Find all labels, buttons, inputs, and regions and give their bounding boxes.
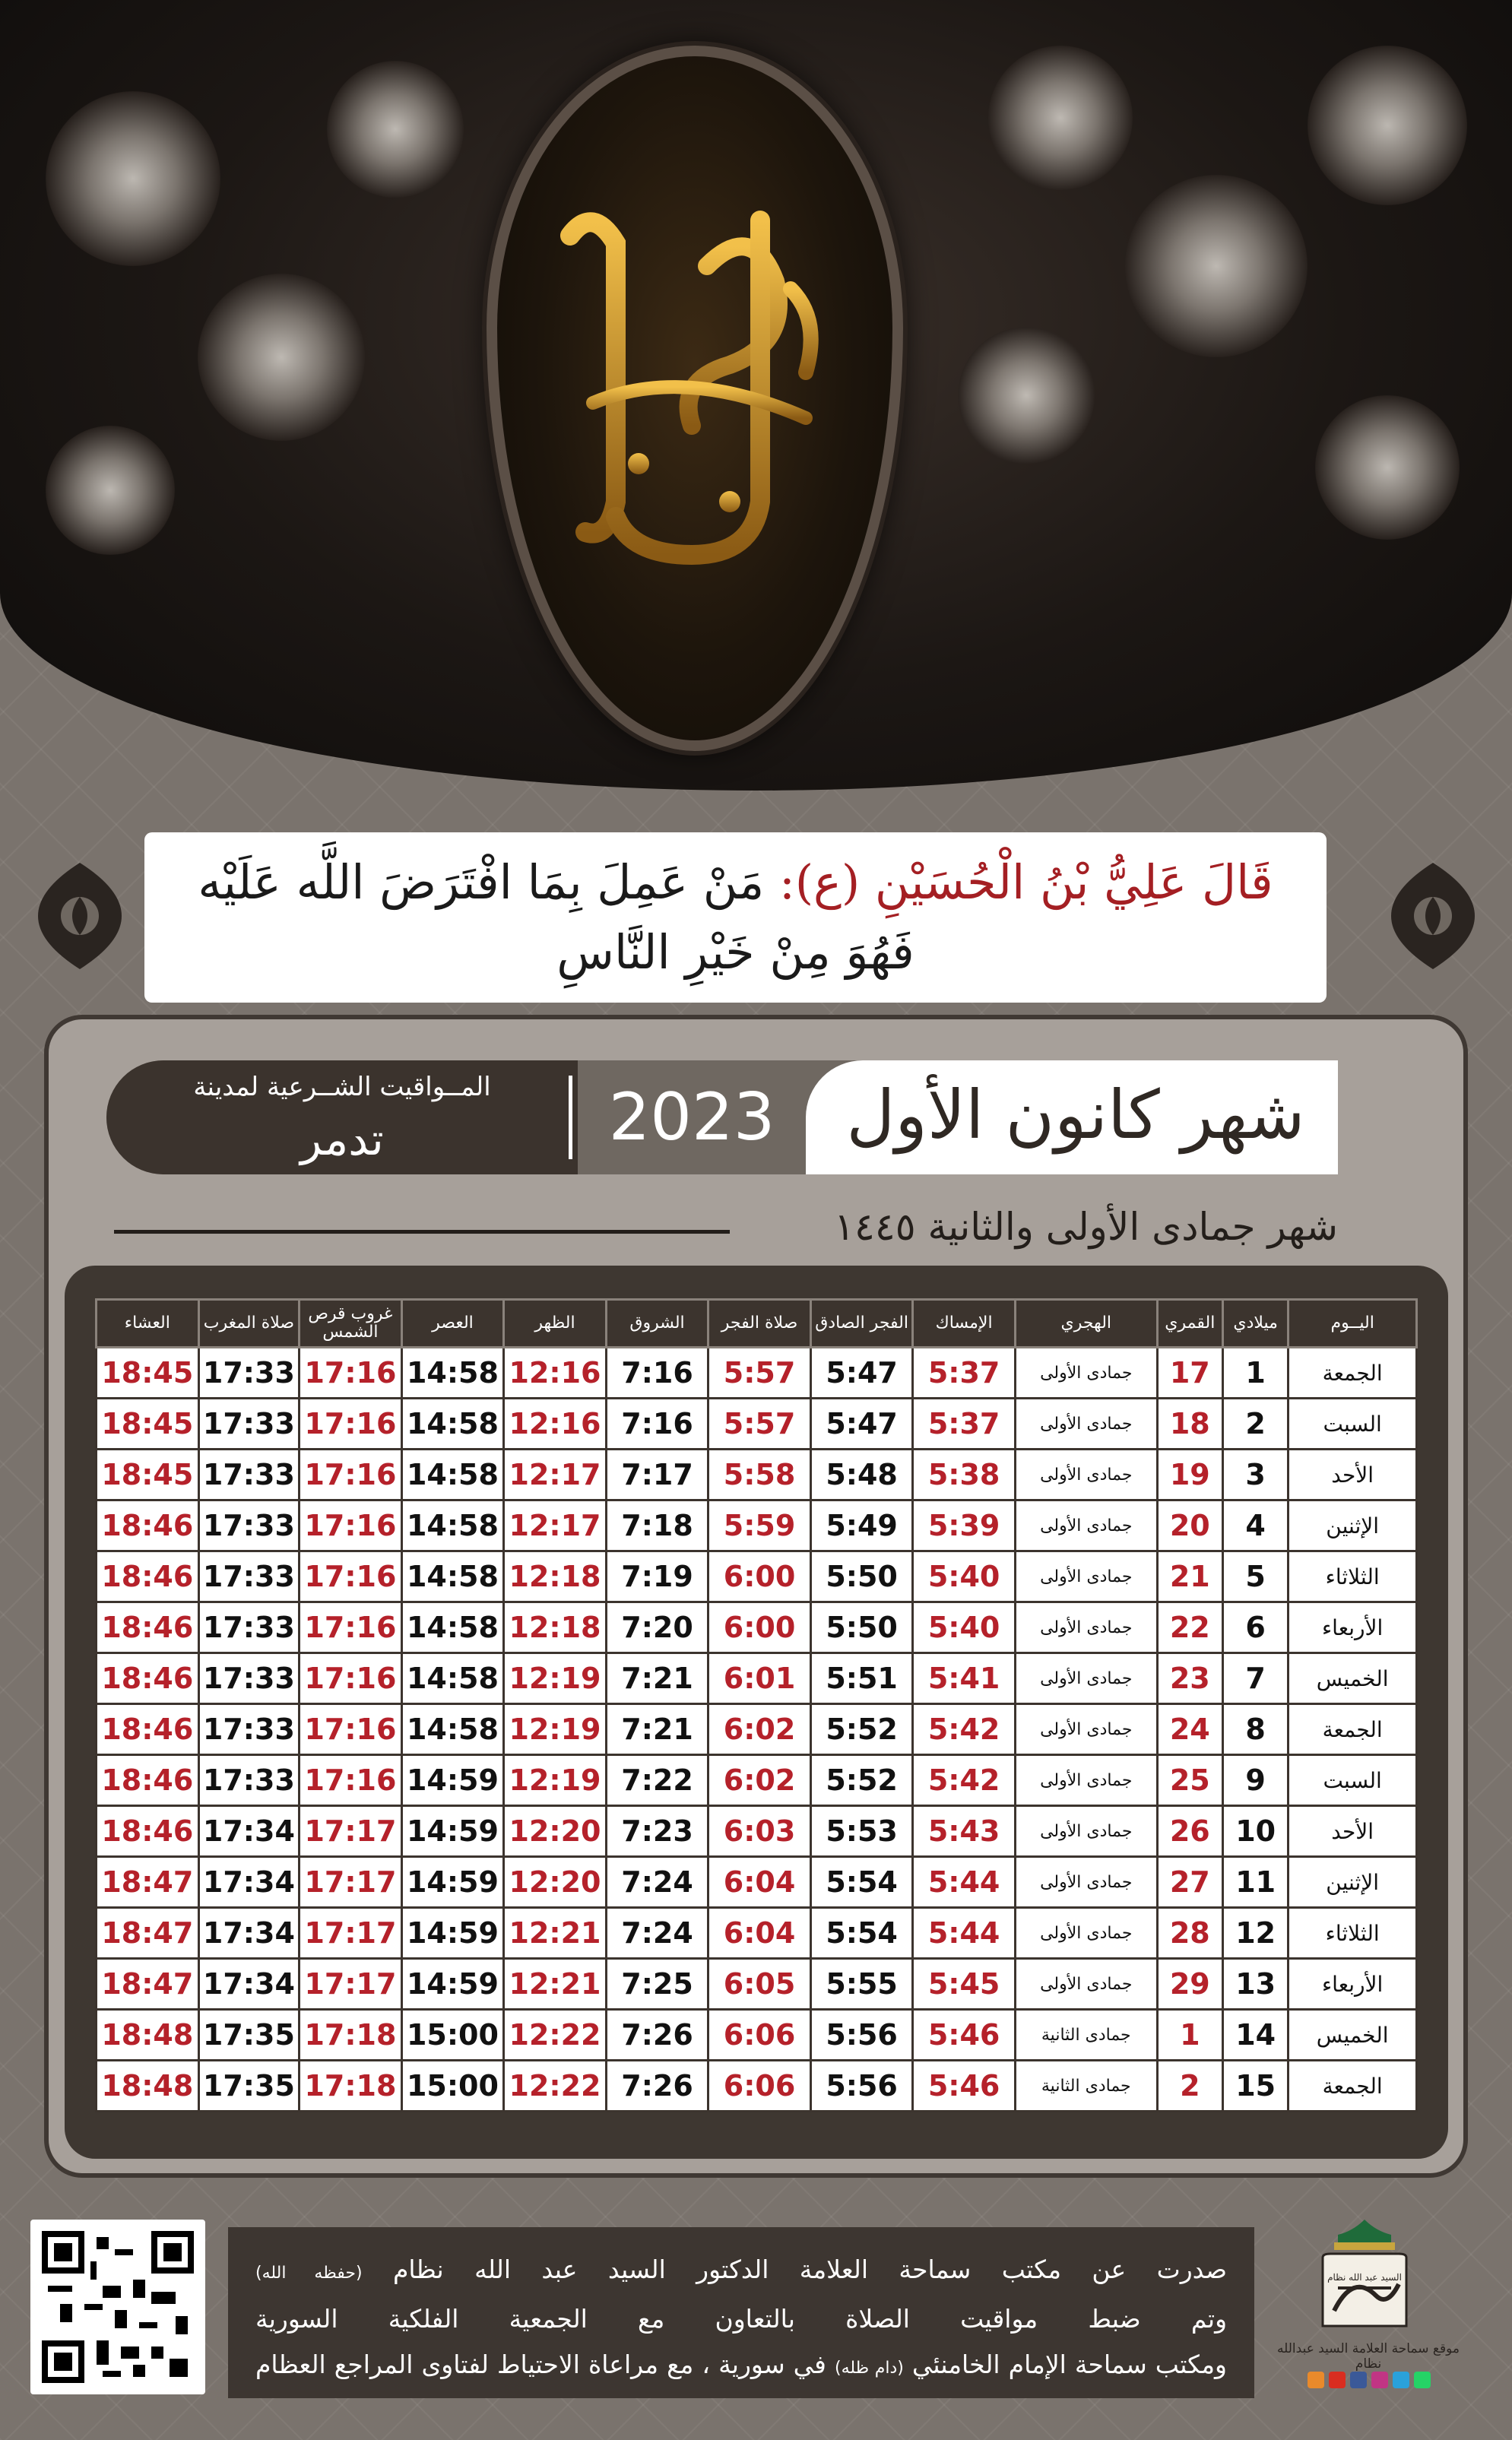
sunset-time-cell: 17:16 [300, 1348, 402, 1399]
lunar-day-cell: 27 [1157, 1857, 1222, 1908]
hijri-underline [114, 1230, 730, 1234]
table-row [97, 1704, 1417, 1755]
hijri-month-cell: جمادى الأولى [1015, 1602, 1157, 1653]
fajr-time-cell: 6:04 [708, 1857, 811, 1908]
facebook-icon[interactable] [1350, 2372, 1367, 2388]
dhuhr-time-cell: 12:16 [504, 1399, 607, 1450]
asr-time-cell: 15:00 [401, 2061, 504, 2112]
flower-ornament [327, 61, 464, 198]
fajr-time-cell: 6:05 [708, 1959, 811, 2010]
imsak-time-cell: 5:42 [913, 1704, 1016, 1755]
isha-time-cell: 18:46 [97, 1806, 199, 1857]
gregorian-day-cell: 10 [1222, 1806, 1288, 1857]
true-dawn-time-cell: 5:49 [810, 1500, 913, 1551]
lunar-day-cell: 18 [1157, 1399, 1222, 1450]
day-cell: الجمعة [1289, 1348, 1417, 1399]
sunset-time-cell: 17:17 [300, 1908, 402, 1959]
month-title: شهر كانون الأول [846, 1076, 1305, 1154]
table-row [97, 1399, 1417, 1450]
asr-time-cell: 14:59 [401, 1755, 504, 1806]
sunset-time-cell: 17:16 [300, 1704, 402, 1755]
day-cell: الثلاثاء [1289, 1908, 1417, 1959]
hijri-month-cell: جمادى الأولى [1015, 1450, 1157, 1500]
sunset-time-cell: 17:16 [300, 1450, 402, 1500]
title-divider [569, 1076, 572, 1159]
true-dawn-time-cell: 5:53 [810, 1806, 913, 1857]
flower-ornament [1125, 175, 1308, 357]
telegram-icon[interactable] [1393, 2372, 1409, 2388]
lunar-day-cell: 20 [1157, 1500, 1222, 1551]
sunrise-time-cell: 7:18 [606, 1500, 708, 1551]
imsak-time-cell: 5:39 [913, 1500, 1016, 1551]
asr-time-cell: 14:58 [401, 1653, 504, 1704]
lunar-day-cell: 22 [1157, 1602, 1222, 1653]
gregorian-day-cell: 6 [1222, 1602, 1288, 1653]
asr-time-cell: 14:59 [401, 1908, 504, 1959]
arabesque-ornament-icon [30, 859, 129, 973]
lunar-day-cell: 2 [1157, 2061, 1222, 2112]
maghrib-time-cell: 17:33 [198, 1500, 300, 1551]
hijri-month-cell: جمادى الأولى [1015, 1755, 1157, 1806]
col-header-fajr-prayer: صلاة الفجر [708, 1300, 811, 1348]
col-header-dhuhr: الظهر [504, 1300, 607, 1348]
true-dawn-time-cell: 5:54 [810, 1908, 913, 1959]
lunar-day-cell: 25 [1157, 1755, 1222, 1806]
sunrise-time-cell: 7:21 [606, 1653, 708, 1704]
dhuhr-time-cell: 12:21 [504, 1959, 607, 2010]
qr-code[interactable] [30, 2220, 205, 2394]
imsak-time-cell: 5:43 [913, 1806, 1016, 1857]
table-row [97, 1806, 1417, 1857]
city-name: تدمر [300, 1114, 384, 1165]
imsak-time-cell: 5:45 [913, 1959, 1016, 2010]
day-cell: الأحد [1289, 1806, 1417, 1857]
maghrib-time-cell: 17:33 [198, 1348, 300, 1399]
true-dawn-time-cell: 5:52 [810, 1704, 913, 1755]
table-row [97, 1755, 1417, 1806]
gregorian-day-cell: 7 [1222, 1653, 1288, 1704]
sunrise-time-cell: 7:26 [606, 2061, 708, 2112]
dhuhr-time-cell: 12:19 [504, 1653, 607, 1704]
day-cell: الثلاثاء [1289, 1551, 1417, 1602]
footer-line-3a-text: ومكتب سماحة الإمام الخامنئي [911, 2350, 1227, 2379]
footer-line-1-text: صدرت عن مكتب سماحة العلامة الدكتور السيد عبد الله نظام [393, 2255, 1227, 2284]
imsak-time-cell: 5:37 [913, 1348, 1016, 1399]
col-header-true-dawn: الفجر الصادق [810, 1300, 913, 1348]
col-header-gregorian: ميلادي [1222, 1300, 1288, 1348]
col-header-isha: العشاء [97, 1300, 199, 1348]
true-dawn-time-cell: 5:56 [810, 2061, 913, 2112]
sunset-time-cell: 17:16 [300, 1551, 402, 1602]
dhuhr-time-cell: 12:20 [504, 1857, 607, 1908]
day-cell: الجمعة [1289, 2061, 1417, 2112]
hijri-month-cell: جمادى الأولى [1015, 1399, 1157, 1450]
true-dawn-time-cell: 5:50 [810, 1602, 913, 1653]
flower-ornament [46, 426, 175, 555]
flower-ornament [1315, 395, 1460, 540]
imsak-time-cell: 5:41 [913, 1653, 1016, 1704]
sunrise-time-cell: 7:24 [606, 1908, 708, 1959]
true-dawn-time-cell: 5:55 [810, 1959, 913, 2010]
sunrise-time-cell: 7:16 [606, 1348, 708, 1399]
quote-attribution: قَالَ عَلِيُّ بْنُ الْحُسَيْنِ (ع): [778, 854, 1273, 910]
sunset-time-cell: 17:16 [300, 1653, 402, 1704]
table-header-row [97, 1300, 1417, 1348]
maghrib-time-cell: 17:34 [198, 1959, 300, 2010]
maghrib-time-cell: 17:33 [198, 1704, 300, 1755]
footer-line-1-note: (حفظه الله) [255, 2264, 363, 2283]
lunar-day-cell: 17 [1157, 1348, 1222, 1399]
maghrib-time-cell: 17:33 [198, 1551, 300, 1602]
fajr-time-cell: 6:06 [708, 2010, 811, 2061]
footer-line-3-note: (دام ظله) [835, 2359, 904, 2378]
sunset-time-cell: 17:18 [300, 2061, 402, 2112]
true-dawn-time-cell: 5:56 [810, 2010, 913, 2061]
hijri-month-cell: جمادى الأولى [1015, 1704, 1157, 1755]
prayer-times-table [95, 1298, 1418, 2112]
flower-ornament [958, 327, 1095, 464]
true-dawn-time-cell: 5:51 [810, 1653, 913, 1704]
day-cell: الإثنين [1289, 1857, 1417, 1908]
footer-line-2: وتم ضبط مواقيت الصلاة بالتعاون مع الجمعية الفلكية السورية [255, 2304, 1227, 2334]
maghrib-time-cell: 17:35 [198, 2061, 300, 2112]
col-header-lunar: القمري [1157, 1300, 1222, 1348]
footer-credits [228, 2227, 1254, 2398]
social-icons [1308, 2372, 1444, 2394]
flower-ornament [46, 91, 220, 266]
calligraphy-art [502, 175, 867, 629]
sunset-time-cell: 17:16 [300, 1602, 402, 1653]
asr-time-cell: 14:58 [401, 1399, 504, 1450]
flower-ornament [198, 274, 365, 441]
maghrib-time-cell: 17:35 [198, 2010, 300, 2061]
isha-time-cell: 18:46 [97, 1653, 199, 1704]
lunar-day-cell: 23 [1157, 1653, 1222, 1704]
lunar-day-cell: 24 [1157, 1704, 1222, 1755]
day-cell: الخميس [1289, 2010, 1417, 2061]
sunset-time-cell: 17:16 [300, 1399, 402, 1450]
gregorian-day-cell: 4 [1222, 1500, 1288, 1551]
gregorian-day-cell: 3 [1222, 1450, 1288, 1500]
isha-time-cell: 18:46 [97, 1704, 199, 1755]
fajr-time-cell: 6:04 [708, 1908, 811, 1959]
imsak-time-cell: 5:44 [913, 1857, 1016, 1908]
hadith-quote [175, 848, 1296, 987]
gregorian-day-cell: 13 [1222, 1959, 1288, 2010]
lunar-day-cell: 1 [1157, 2010, 1222, 2061]
table-row [97, 1857, 1417, 1908]
isha-time-cell: 18:45 [97, 1450, 199, 1500]
lunar-day-cell: 29 [1157, 1959, 1222, 2010]
imsak-time-cell: 5:37 [913, 1399, 1016, 1450]
footer-line-3b-text: في سورية ، مع مراعاة الاحتياط لفتاوى المراجع العظام [255, 2350, 826, 2379]
col-header-imsak: الإمساك [913, 1300, 1016, 1348]
col-header-hijri: الهجري [1015, 1300, 1157, 1348]
true-dawn-time-cell: 5:47 [810, 1348, 913, 1399]
dhuhr-time-cell: 12:19 [504, 1755, 607, 1806]
qr-code-icon [42, 2231, 194, 2383]
gregorian-day-cell: 14 [1222, 2010, 1288, 2061]
col-header-maghrib: صلاة المغرب [198, 1300, 300, 1348]
hijri-month-title: شهر جمادى الأولى والثانية ١٤٤٥ [834, 1205, 1338, 1249]
imsak-time-cell: 5:40 [913, 1602, 1016, 1653]
organization-logo-icon [1308, 2212, 1422, 2341]
hijri-month-cell: جمادى الأولى [1015, 1857, 1157, 1908]
sunrise-time-cell: 7:16 [606, 1399, 708, 1450]
sunset-time-cell: 17:16 [300, 1500, 402, 1551]
gregorian-day-cell: 12 [1222, 1908, 1288, 1959]
table-row [97, 1500, 1417, 1551]
asr-time-cell: 14:59 [401, 1959, 504, 2010]
table-row [97, 1551, 1417, 1602]
table-row [97, 1450, 1417, 1500]
imsak-time-cell: 5:38 [913, 1450, 1016, 1500]
fajr-time-cell: 6:00 [708, 1551, 811, 1602]
fajr-time-cell: 5:59 [708, 1500, 811, 1551]
sunrise-time-cell: 7:17 [606, 1450, 708, 1500]
true-dawn-time-cell: 5:47 [810, 1399, 913, 1450]
day-cell: الأحد [1289, 1450, 1417, 1500]
sunrise-time-cell: 7:22 [606, 1755, 708, 1806]
logo-calligraphy: السيد عبد الله نظام [1327, 2272, 1402, 2283]
hijri-month-cell: جمادى الأولى [1015, 1348, 1157, 1399]
isha-time-cell: 18:45 [97, 1348, 199, 1399]
lunar-day-cell: 21 [1157, 1551, 1222, 1602]
sunrise-time-cell: 7:25 [606, 1959, 708, 2010]
dhuhr-time-cell: 12:17 [504, 1450, 607, 1500]
quote-line-2: فَهُوَ مِنْ خَيْرِ النَّاسِ [556, 924, 914, 980]
asr-time-cell: 15:00 [401, 2010, 504, 2061]
sunset-time-cell: 17:17 [300, 1959, 402, 2010]
isha-time-cell: 18:46 [97, 1602, 199, 1653]
isha-time-cell: 18:48 [97, 2061, 199, 2112]
instagram-icon[interactable] [1371, 2372, 1388, 2388]
fajr-time-cell: 6:06 [708, 2061, 811, 2112]
true-dawn-time-cell: 5:50 [810, 1551, 913, 1602]
asr-time-cell: 14:58 [401, 1450, 504, 1500]
table-row [97, 1908, 1417, 1959]
dhuhr-time-cell: 12:19 [504, 1704, 607, 1755]
col-header-sunrise: الشروق [606, 1300, 708, 1348]
city-label: المــواقيت الشــرعية لمدينة [193, 1072, 491, 1102]
arabesque-ornament-icon [1384, 859, 1482, 973]
col-header-asr: العصر [401, 1300, 504, 1348]
gregorian-day-cell: 11 [1222, 1857, 1288, 1908]
true-dawn-time-cell: 5:54 [810, 1857, 913, 1908]
maghrib-time-cell: 17:34 [198, 1857, 300, 1908]
fajr-time-cell: 6:01 [708, 1653, 811, 1704]
isha-time-cell: 18:47 [97, 1908, 199, 1959]
hijri-month-cell: جمادى الأولى [1015, 1551, 1157, 1602]
asr-time-cell: 14:58 [401, 1602, 504, 1653]
table-row [97, 1348, 1417, 1399]
fajr-time-cell: 5:57 [708, 1399, 811, 1450]
col-header-sunset: غروب قرص الشمس [300, 1300, 402, 1348]
fajr-time-cell: 6:02 [708, 1755, 811, 1806]
hijri-month-cell: جمادى الأولى [1015, 1908, 1157, 1959]
sunset-time-cell: 17:16 [300, 1755, 402, 1806]
dhuhr-time-cell: 12:16 [504, 1348, 607, 1399]
imsak-time-cell: 5:42 [913, 1755, 1016, 1806]
table-row [97, 1653, 1417, 1704]
isha-time-cell: 18:48 [97, 2010, 199, 2061]
footer-line-3 [255, 2342, 1227, 2391]
imsak-time-cell: 5:44 [913, 1908, 1016, 1959]
fajr-time-cell: 5:58 [708, 1450, 811, 1500]
asr-time-cell: 14:59 [401, 1806, 504, 1857]
isha-time-cell: 18:45 [97, 1399, 199, 1450]
quote-box [144, 832, 1327, 1003]
day-cell: السبت [1289, 1755, 1417, 1806]
gregorian-day-cell: 15 [1222, 2061, 1288, 2112]
lunar-day-cell: 28 [1157, 1908, 1222, 1959]
imsak-time-cell: 5:46 [913, 2010, 1016, 2061]
hijri-month-cell: جمادى الأولى [1015, 1959, 1157, 2010]
day-cell: الأربعاء [1289, 1602, 1417, 1653]
gregorian-day-cell: 1 [1222, 1348, 1288, 1399]
day-cell: الأربعاء [1289, 1959, 1417, 2010]
isha-time-cell: 18:46 [97, 1551, 199, 1602]
maghrib-time-cell: 17:33 [198, 1653, 300, 1704]
table-row [97, 2061, 1417, 2112]
footer-line-1 [255, 2247, 1227, 2296]
day-cell: الإثنين [1289, 1500, 1417, 1551]
isha-time-cell: 18:47 [97, 1959, 199, 2010]
sunset-time-cell: 17:18 [300, 2010, 402, 2061]
whatsapp-icon[interactable] [1414, 2372, 1431, 2388]
table-row [97, 1959, 1417, 2010]
imsak-time-cell: 5:46 [913, 2061, 1016, 2112]
maghrib-time-cell: 17:34 [198, 1806, 300, 1857]
table-row [97, 1602, 1417, 1653]
dhuhr-time-cell: 12:21 [504, 1908, 607, 1959]
hijri-month-cell: جمادى الأولى [1015, 1806, 1157, 1857]
true-dawn-time-cell: 5:52 [810, 1755, 913, 1806]
gregorian-day-cell: 5 [1222, 1551, 1288, 1602]
flower-ornament [988, 46, 1133, 190]
isha-time-cell: 18:46 [97, 1755, 199, 1806]
hijri-month-cell: جمادى الأولى [1015, 1500, 1157, 1551]
youtube-icon[interactable] [1329, 2372, 1346, 2388]
fatima-calligraphy-icon [502, 175, 867, 600]
dhuhr-time-cell: 12:20 [504, 1806, 607, 1857]
table-row [97, 2010, 1417, 2061]
lunar-day-cell: 19 [1157, 1450, 1222, 1500]
isha-time-cell: 18:47 [97, 1857, 199, 1908]
gregorian-day-cell: 8 [1222, 1704, 1288, 1755]
hijri-month-cell: جمادى الثانية [1015, 2061, 1157, 2112]
maghrib-time-cell: 17:33 [198, 1602, 300, 1653]
sunrise-time-cell: 7:21 [606, 1704, 708, 1755]
isha-time-cell: 18:46 [97, 1500, 199, 1551]
maghrib-time-cell: 17:33 [198, 1755, 300, 1806]
fajr-time-cell: 6:02 [708, 1704, 811, 1755]
rss-icon[interactable] [1308, 2372, 1324, 2388]
gregorian-day-cell: 9 [1222, 1755, 1288, 1806]
dhuhr-time-cell: 12:18 [504, 1551, 607, 1602]
col-header-day: اليــوم [1289, 1300, 1417, 1348]
dhuhr-time-cell: 12:17 [504, 1500, 607, 1551]
asr-time-cell: 14:58 [401, 1500, 504, 1551]
fajr-time-cell: 5:57 [708, 1348, 811, 1399]
sunrise-time-cell: 7:26 [606, 2010, 708, 2061]
asr-time-cell: 14:58 [401, 1704, 504, 1755]
sunset-time-cell: 17:17 [300, 1857, 402, 1908]
sunrise-time-cell: 7:24 [606, 1857, 708, 1908]
maghrib-time-cell: 17:34 [198, 1908, 300, 1959]
maghrib-time-cell: 17:33 [198, 1450, 300, 1500]
gregorian-day-cell: 2 [1222, 1399, 1288, 1450]
asr-time-cell: 14:58 [401, 1551, 504, 1602]
header-artwork [0, 0, 1512, 791]
asr-time-cell: 14:58 [401, 1348, 504, 1399]
sunrise-time-cell: 7:20 [606, 1602, 708, 1653]
hijri-month-cell: جمادى الأولى [1015, 1653, 1157, 1704]
imsak-time-cell: 5:40 [913, 1551, 1016, 1602]
day-cell: الخميس [1289, 1653, 1417, 1704]
fajr-time-cell: 6:00 [708, 1602, 811, 1653]
sunset-time-cell: 17:17 [300, 1806, 402, 1857]
flower-ornament [1308, 46, 1467, 205]
table-body [97, 1348, 1417, 2112]
year-label: 2023 [608, 1079, 775, 1155]
dhuhr-time-cell: 12:22 [504, 2061, 607, 2112]
dhuhr-time-cell: 12:22 [504, 2010, 607, 2061]
day-cell: الجمعة [1289, 1704, 1417, 1755]
maghrib-time-cell: 17:33 [198, 1399, 300, 1450]
asr-time-cell: 14:59 [401, 1857, 504, 1908]
quote-line-1: مَنْ عَمِلَ بِمَا افْتَرَضَ اللَّه عَلَيْه [198, 854, 765, 910]
dhuhr-time-cell: 12:18 [504, 1602, 607, 1653]
logo-caption: موقع سماحة العلامة السيد عبدالله نظام [1277, 2341, 1460, 2372]
fajr-time-cell: 6:03 [708, 1806, 811, 1857]
true-dawn-time-cell: 5:48 [810, 1450, 913, 1500]
sunrise-time-cell: 7:19 [606, 1551, 708, 1602]
day-cell: السبت [1289, 1399, 1417, 1450]
hijri-month-cell: جمادى الثانية [1015, 2010, 1157, 2061]
lunar-day-cell: 26 [1157, 1806, 1222, 1857]
sunrise-time-cell: 7:23 [606, 1806, 708, 1857]
